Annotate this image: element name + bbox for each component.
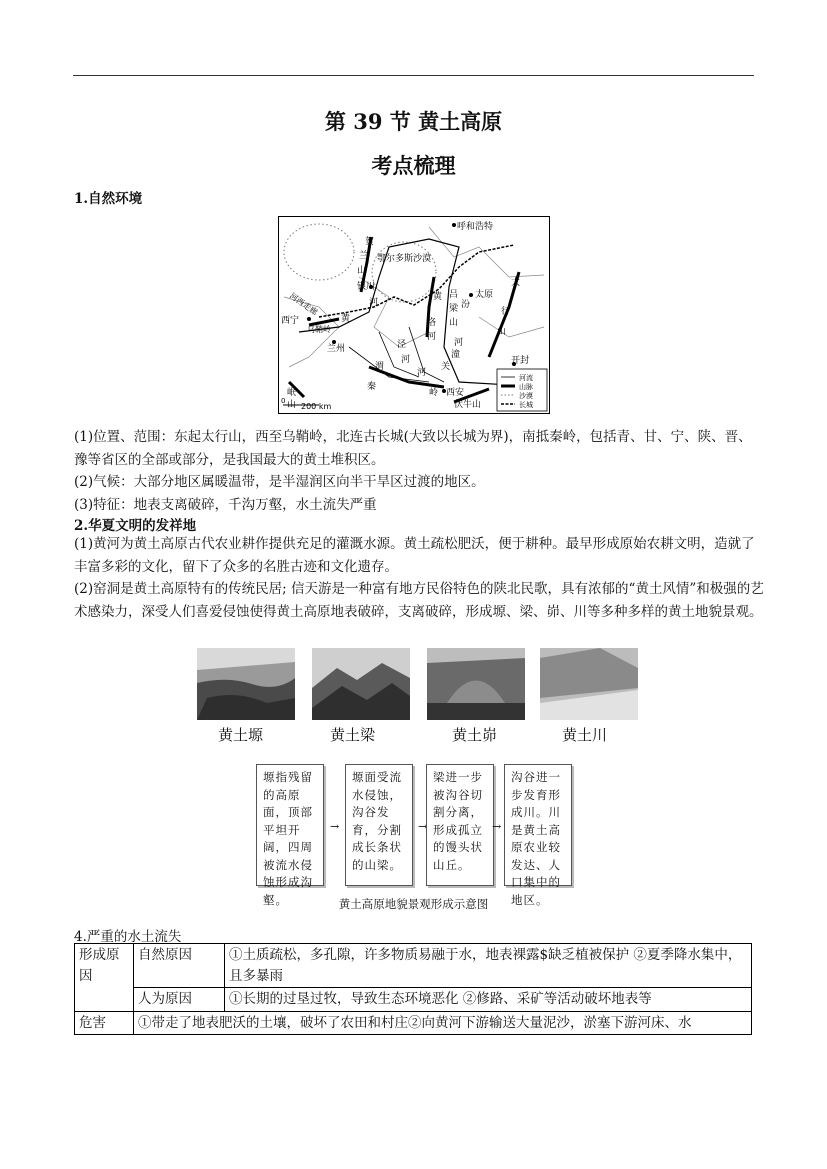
photo-mao [427,648,525,720]
flow-arrow-2: → [418,820,428,833]
map-ordos: 鄂尔多斯沙漠 [377,254,432,264]
photo-caption-chuan: 黄土川 [562,726,608,744]
legend-desert: 沙漠 [519,392,533,400]
map-guan: 关 [441,362,451,372]
map-liang: 梁 [449,304,459,314]
map-shan4: 山 [287,400,297,410]
section-heading-4: 4.严重的水土流失 [74,929,182,945]
map-luo: 洛 [427,318,437,328]
photo-yuan [197,648,295,720]
legend-wall: 长城 [519,401,533,409]
photo-caption-mao: 黄土峁 [452,726,498,744]
cell-human-desc: ①长期的过垦过牧，导致生态环境恶化 ②修路、采矿等活动破坏地表等 [225,988,752,1012]
map-lanzhou: 兰州 [327,344,346,354]
photo-caption-liang: 黄土梁 [330,726,376,744]
flow-caption: 黄土高原地貌景观形成示意图 [338,897,489,911]
map-lv: 吕 [449,290,459,300]
map-ling: 岭 [429,388,439,398]
cell-natural: 自然原因 [134,944,225,988]
cell-harm: 危害 [75,1011,134,1035]
map-taiyuan: 太原 [475,290,494,300]
map-shan1: 山 [357,266,367,276]
flow-arrow-1: → [330,820,340,833]
flow-box-chuan: 沟谷进一步发育形成川。川是黄土高原农业较发达、人口集中的地区。 [504,764,572,886]
flow-arrow-3: → [492,820,502,833]
legend-river: 河流 [519,374,533,382]
photo-chuan [540,648,638,720]
cell-harm-desc: ①带走了地表肥沃的土壤，破坏了农田和村庄②向黄河下游输送大量泥沙，淤塞下游河床、水 [134,1011,752,1035]
section-2-body [74,533,764,623]
map-he3: 河 [427,332,437,342]
map-hohhot: 呼和浩特 [457,222,494,232]
map-hexi: 河西走廊 [287,291,320,317]
map-fen: 汾 [461,300,471,310]
map-tong: 潼 [451,350,461,360]
photo-liang [312,648,410,720]
flow-box-mao: 梁进一步被沟谷切割分离，形成孤立的馒头状山丘。 [426,764,494,886]
flow-box-yuan: 塬指残留的高原面，顶部平坦开阔，四周被流水侵蚀形成沟壑。 [256,764,324,886]
header-rule [73,75,754,76]
map-kaifeng: 开封 [511,356,530,366]
s2-item-1: (1)黄河为黄土高原古代农业耕作提供充足的灌溉水源。黄土疏松肥沃，便于耕种。最早形成原始农耕文明，造就了丰富多彩的文化，留下了众多的名胜古迹和文化遗存。 [74,536,755,575]
s1-item-3: (3)特征：地表支离破碎，千沟万壑，水土流失严重 [74,496,377,513]
map-xing: 行 [501,307,511,317]
map-huang: 黄 [341,314,351,324]
map-min: 岷 [287,388,297,398]
cell-cause: 形成原因 [75,944,134,1012]
scale-label: 200 km [301,402,332,411]
cell-natural-desc: ①土质疏松，多孔隙，许多物质易融于水，地表裸露$缺乏植被保护 ②夏季降水集中，且多暴雨 [225,944,752,988]
map-wushao: 乌鞘岭 [307,325,331,334]
map-lan: 兰 [359,251,369,261]
map-funiu: 伏牛山 [454,400,482,410]
map-xian: 西安 [446,388,465,398]
map-tai: 太 [511,278,521,288]
map-he2: 河 [454,338,464,348]
section-heading-1: 1.自然环境 [74,191,143,207]
map-he5: 河 [417,368,427,378]
soil-erosion-table [74,943,752,1035]
legend-mountain: 山脉 [519,383,533,391]
map-wei: 渭 [375,362,385,372]
map-jing: 泾 [397,340,407,350]
s2-item-2: (2)窑洞是黄土高原特有的传统民居; 信天游是一种富有地方民俗特色的陕北民歌，具有浓郁的“黄土风情”和极强的艺术感染力，深受人们喜爱侵蚀使得黄土高原地表破碎，支离破碎，形成塬、梁、峁、川等多种多样的黄土地貌景观。 [74,581,764,620]
s1-item-1: (1)位置、范围：东起太行山，西至乌鞘岭，北连古长城(大致以长城为界)，南抵秦岭，包括青、甘、宁、陕、晋、豫等省区的全部或部分，是我国最大的黄土堆积区。 [74,429,752,468]
map-helan: 贺 [365,237,375,247]
cell-human: 人为原因 [134,988,225,1012]
page-title: 第 39 节 黄土高原 [324,109,503,134]
flow-box-liang: 塬面受流水侵蚀，沟谷发育，分割成长条状的山梁。 [345,764,413,886]
photo-caption-yuan: 黄土塬 [218,726,264,744]
page-subtitle: 考点梳理 [371,153,456,178]
map-he1: 河 [369,298,379,308]
map-shan2: 山 [449,318,459,328]
map-yinchuan: 银川 [357,282,376,292]
map-qin: 秦 [367,382,377,392]
scale-zero: 0 [281,397,286,405]
section-1-body [74,426,764,516]
map-shan3: 山 [497,327,507,337]
map-huang2: 黄 [433,292,443,302]
map-xining: 西宁 [281,316,300,326]
section-heading-2: 2.华夏文明的发祥地 [74,518,197,534]
loess-plateau-map [278,216,550,414]
s1-item-2: (2)气候：大部分地区属暖温带，是半湿润区向半干旱区过渡的地区。 [74,474,485,490]
map-he4: 河 [401,355,411,365]
